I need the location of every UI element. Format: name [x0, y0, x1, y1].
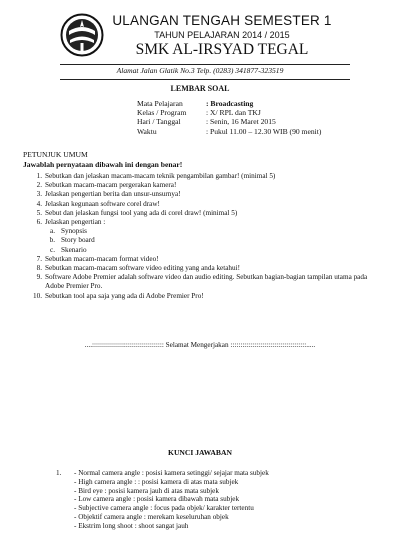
answer-item: [56, 478, 269, 487]
answer-item: [56, 495, 269, 504]
info-value: : Senin, 16 Maret 2015: [206, 117, 276, 127]
item-number: [56, 522, 74, 531]
item-number: 8.: [36, 264, 42, 273]
answer-list: [56, 469, 269, 531]
item-number: [56, 495, 74, 504]
item-text: - High camera angle : : posisi kamera di atas mata subjek: [74, 477, 239, 486]
info-value: : Broadcasting: [206, 99, 254, 108]
question-item: [30, 255, 380, 264]
info-label: Hari / Tanggal: [137, 117, 181, 127]
question-subitem: [30, 227, 380, 236]
info-row: [137, 117, 321, 126]
item-number: 3.: [36, 190, 42, 199]
item-number: [56, 487, 74, 496]
header-divider-bottom: [60, 79, 350, 80]
question-item: [30, 190, 380, 199]
item-text: - Ekstrim long shoot : shoot sangat jauh: [74, 521, 189, 530]
item-text: Jelaskan pengertian berita dan unsur-unsurnya!: [45, 190, 181, 199]
header-divider-top: [60, 64, 350, 65]
item-text: Jelaskan pengertian :: [45, 218, 106, 227]
question-item: [30, 292, 380, 301]
school-address: Alamat Jalan Glatik No.3 Telp. (0283) 341877-323519: [116, 66, 284, 75]
item-text: - Low camera angle : posisi kamera dibawah mata subjek: [74, 495, 240, 504]
question-item: [30, 264, 380, 273]
item-number: b.: [49, 236, 55, 245]
general-instructions: [23, 150, 182, 169]
item-number: 4.: [36, 199, 42, 208]
item-number: 5.: [36, 208, 42, 217]
question-item: [30, 209, 380, 218]
exam-heading: ULANGAN TENGAH SEMESTER 1: [112, 13, 332, 28]
item-text: - Objektif camera angle : merekam keseluruhan objek: [74, 512, 229, 521]
letterhead: [0, 12, 400, 59]
info-label: Kelas / Program: [137, 108, 187, 118]
item-number: c.: [50, 245, 55, 254]
closing-message: ....:::::::::::::::::::::::::::::::::::: Selamat Mengerjakan ::::::::::::::::::::::::::::::::::::::.....: [84, 341, 316, 349]
item-text: Sebutkan tool apa saja yang ada di Adobe Premier Pro!: [45, 291, 204, 300]
answer-item: [56, 487, 269, 496]
item-number: 1.: [56, 469, 62, 477]
exam-info: [137, 99, 321, 136]
item-text: Sebutkan macam-macam software video editing yang anda ketahui!: [45, 264, 240, 273]
answer-item: [56, 504, 269, 513]
question-item: [30, 181, 380, 190]
item-text: Sebutkan dan jelaskan macam-macam teknik pengambilan gambar! (minimal 5): [45, 172, 276, 180]
item-number: 1.: [36, 172, 42, 180]
info-row: [137, 127, 321, 136]
item-text: Synopsis: [61, 227, 87, 236]
question-item: [30, 172, 380, 181]
item-text: - Subjective camera angle : focus pada objek/ karakter tertentu: [74, 504, 254, 513]
question-subitem: [30, 246, 380, 255]
item-text: Story board: [61, 236, 95, 245]
info-row: [137, 99, 321, 108]
item-text: Skenario: [61, 245, 87, 254]
item-text: Sebutkan macam-macam format video!: [45, 254, 159, 263]
answer-key-title: KUNCI JAWABAN: [168, 448, 232, 457]
item-text: Sebutkan macam-macam pergerakan kamera!: [45, 181, 177, 190]
answer-item: [56, 522, 269, 531]
question-list: [30, 172, 380, 301]
info-row: [137, 108, 321, 117]
item-number: a.: [50, 227, 55, 236]
item-number: 7.: [36, 254, 42, 263]
info-value: : Pukul 11.00 – 12.30 WIB (90 menit): [206, 126, 322, 136]
instructions-heading: PETUNJUK UMUM: [23, 150, 88, 159]
question-item: [30, 273, 380, 291]
item-text: Jelaskan kegunaan software corel draw!: [45, 199, 160, 208]
question-item: [30, 218, 380, 227]
item-number: [56, 478, 74, 487]
academic-year: TAHUN PELAJARAN 2014 / 2015: [154, 30, 290, 40]
answer-item: [56, 513, 269, 522]
item-text: - Bird eye : posisi kamera jauh di atas mata subjek: [74, 486, 219, 495]
item-number: 2.: [36, 181, 42, 190]
info-label: Mata Pelajaran: [137, 99, 183, 108]
item-text: Sebut dan jelaskan fungsi tool yang ada di corel draw! (minimal 5): [45, 208, 238, 217]
school-name: SMK AL-IRSYAD TEGAL: [135, 41, 309, 58]
info-label: Waktu: [137, 126, 157, 136]
item-text: Software Adobe Premier adalah software video dan audio editing. Sebutkan bagian-bagian tampilan utama pada Adobe Premier Pro.: [45, 273, 368, 291]
question-subitem: [30, 236, 380, 245]
item-number: 9.: [36, 273, 42, 282]
item-number: 10.: [33, 291, 42, 300]
item-number: [56, 513, 74, 522]
info-value: : X/ RPL dan TKJ: [206, 108, 261, 118]
answer-item: [56, 469, 269, 478]
item-text: - Normal camera angle : posisi kamera setinggi/ sejajar mata subjek: [74, 469, 269, 477]
instructions-text: Jawablah pernyataan dibawah ini dengan benar!: [23, 159, 183, 169]
item-number: 6.: [36, 218, 42, 227]
item-number: [56, 504, 74, 513]
sheet-title: LEMBAR SOAL: [170, 84, 230, 93]
question-item: [30, 200, 380, 209]
